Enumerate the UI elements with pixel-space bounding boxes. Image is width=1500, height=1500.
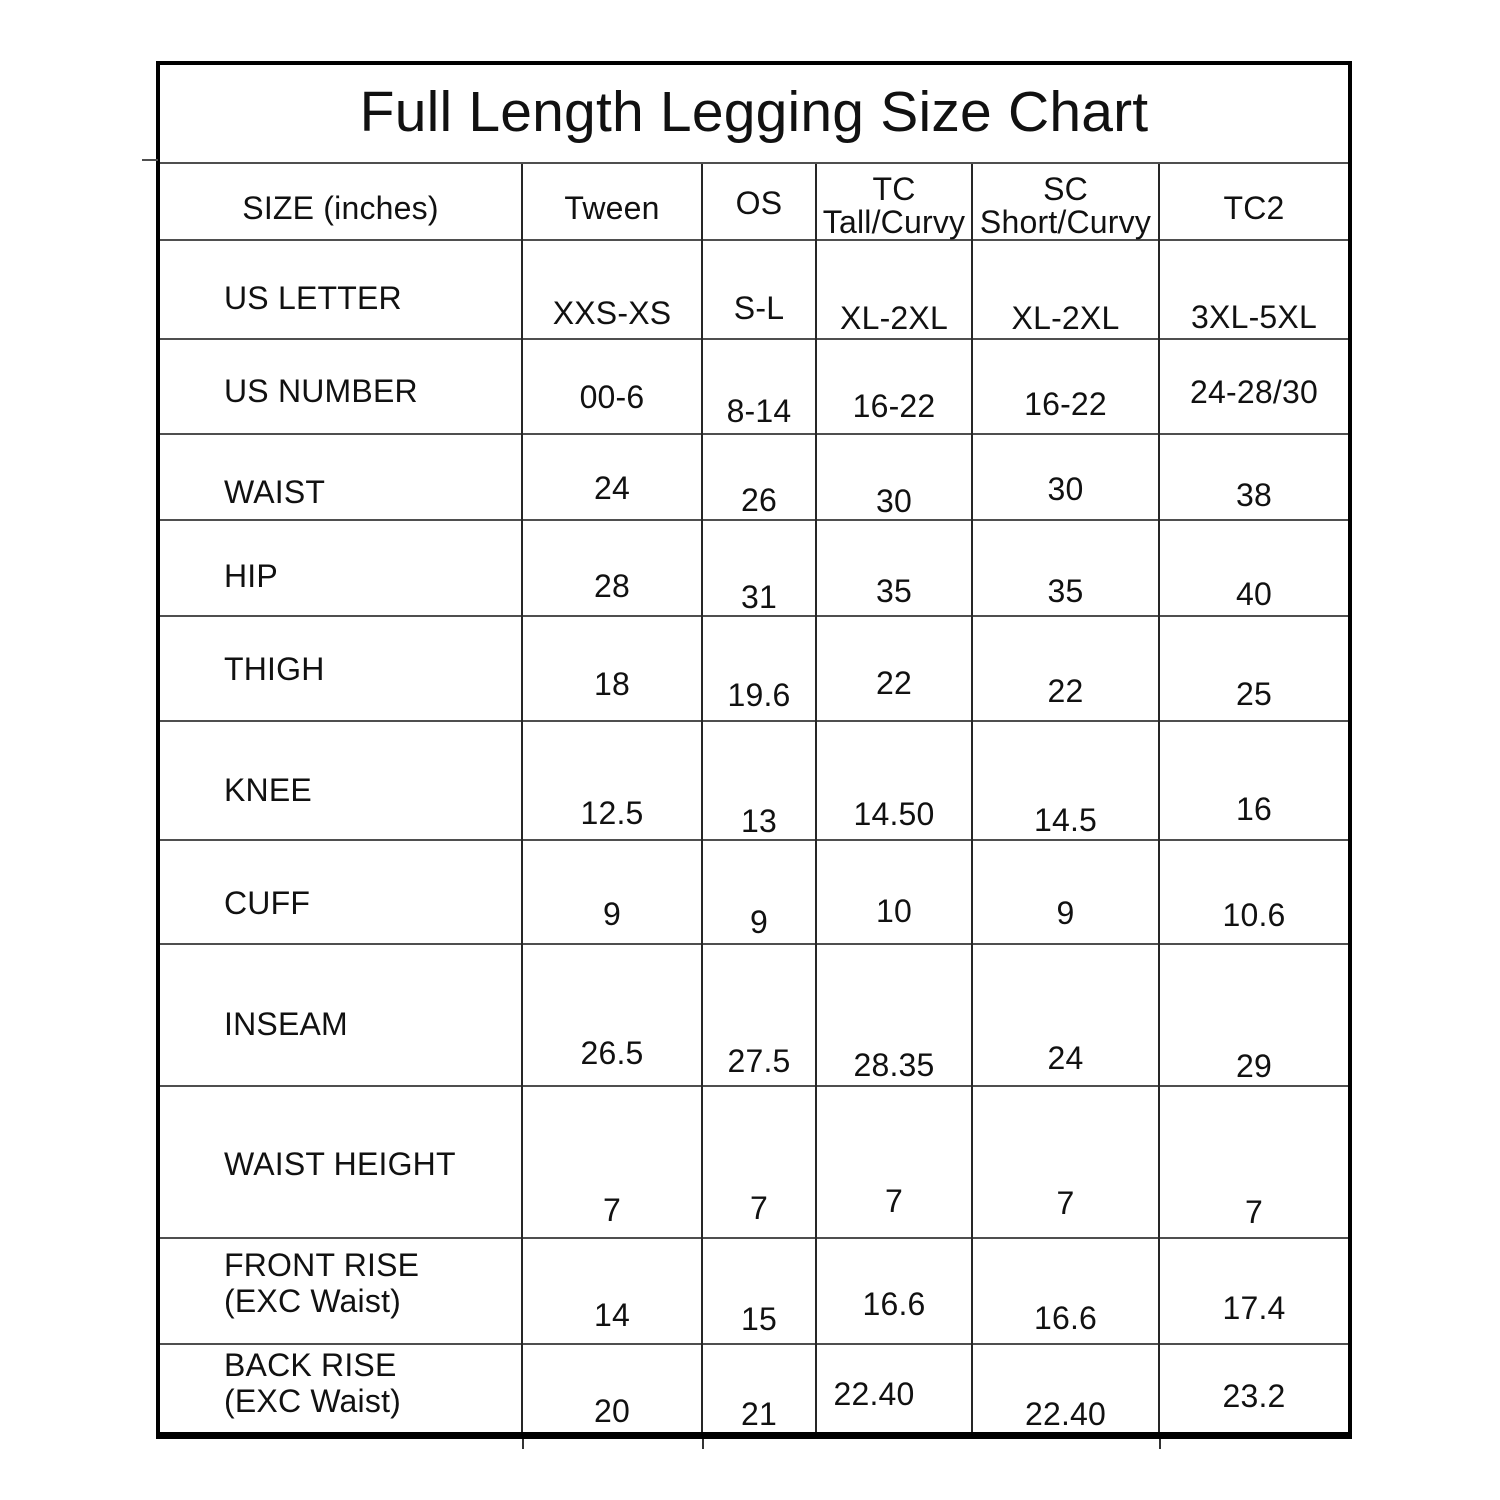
row-label: CUFF (158, 840, 522, 944)
cell-value: 24 (972, 944, 1159, 1086)
cell-value: 26.5 (522, 944, 702, 1086)
row-label-line2: (EXC Waist) (224, 1283, 402, 1319)
cell-value: 28.35 (816, 944, 972, 1086)
row-label (158, 1238, 522, 1344)
row-waist (158, 434, 1350, 520)
cell-value: 9 (702, 840, 816, 944)
cell-value: 15 (702, 1238, 816, 1344)
cell-value: 26 (702, 434, 816, 520)
cell-value: 30 (816, 434, 972, 520)
cell-value: 27.5 (702, 944, 816, 1086)
cell-value: 14.50 (816, 721, 972, 840)
cell-value: XL-2XL (816, 240, 972, 339)
column-line-stub (1159, 1439, 1161, 1449)
header-col-tc (816, 163, 972, 240)
header-col-tc-line1: TC (872, 171, 916, 207)
cell-value: 16-22 (816, 339, 972, 434)
cell-value: 28 (522, 520, 702, 616)
cell-value: 35 (816, 520, 972, 616)
cell-value: 7 (972, 1086, 1159, 1238)
row-knee (158, 721, 1350, 840)
row-label (158, 1344, 522, 1436)
cell-value: 40 (1159, 520, 1350, 616)
row-label-line1: FRONT RISE (224, 1247, 420, 1283)
cell-value: 16.6 (972, 1238, 1159, 1344)
cell-value: 25 (1159, 616, 1350, 721)
cell-value: 16.6 (816, 1238, 972, 1344)
header-size-label: SIZE (inches) (158, 163, 522, 240)
header-col-tc-line2: Tall/Curvy (822, 204, 966, 240)
cell-value: 19.6 (702, 616, 816, 721)
cell-value: XXS-XS (522, 240, 702, 339)
cell-value: 24-28/30 (1159, 339, 1350, 434)
header-col-sc-line2: Short/Curvy (979, 204, 1152, 240)
chart-title: Full Length Legging Size Chart (359, 80, 1149, 144)
cell-value (816, 1344, 972, 1436)
row-label: WAIST (158, 434, 522, 520)
cell-value: 13 (702, 721, 816, 840)
header-col-tween: Tween (522, 163, 702, 240)
cell-value: 9 (522, 840, 702, 944)
cell-value: 30 (972, 434, 1159, 520)
row-inseam (158, 944, 1350, 1086)
row-back-rise (158, 1344, 1350, 1436)
cell-value: 7 (816, 1086, 972, 1238)
row-label: US LETTER (158, 240, 522, 339)
row-label: KNEE (158, 721, 522, 840)
row-label: THIGH (158, 616, 522, 721)
header-col-tc2: TC2 (1159, 163, 1350, 240)
row-cuff (158, 840, 1350, 944)
cell-value: 35 (972, 520, 1159, 616)
cell-value: 22 (816, 616, 972, 721)
cell-value: 16-22 (972, 339, 1159, 434)
cell-value: 18 (522, 616, 702, 721)
cell-value: 17.4 (1159, 1238, 1350, 1344)
cell-value: 7 (702, 1086, 816, 1238)
row-label: HIP (158, 520, 522, 616)
cell-value: 3XL-5XL (1159, 240, 1350, 339)
row-waist-height (158, 1086, 1350, 1238)
cell-value: 7 (522, 1086, 702, 1238)
cell-value: 22 (972, 616, 1159, 721)
cell-value: 14.5 (972, 721, 1159, 840)
cell-value: 14 (522, 1238, 702, 1344)
cell-value: 22.40 (972, 1344, 1159, 1436)
cell-value: 20 (522, 1344, 702, 1436)
title-separator-tick (142, 159, 158, 161)
cell-value: 16 (1159, 721, 1350, 840)
header-col-sc-line1: SC (1043, 171, 1088, 207)
row-label: WAIST HEIGHT (158, 1086, 522, 1238)
cell-value-text: 22.40 (833, 1376, 915, 1412)
header-col-os: OS (702, 163, 816, 240)
cell-value: 23.2 (1159, 1344, 1350, 1436)
header-row (158, 163, 1350, 240)
cell-value: 38 (1159, 434, 1350, 520)
row-label-line2: (EXC Waist) (224, 1383, 402, 1419)
row-us-letter (158, 240, 1350, 339)
column-line-stub (522, 1439, 524, 1449)
cell-value: 24 (522, 434, 702, 520)
row-us-number (158, 339, 1350, 434)
cell-value: 9 (972, 840, 1159, 944)
row-hip (158, 520, 1350, 616)
cell-value: 7 (1159, 1086, 1350, 1238)
size-chart-table (156, 61, 1352, 1439)
cell-value: 29 (1159, 944, 1350, 1086)
cell-value: 8-14 (702, 339, 816, 434)
size-chart-table-wrap (156, 61, 1352, 1439)
cell-value: S-L (702, 240, 816, 339)
row-label: US NUMBER (158, 339, 522, 434)
row-label-line1: BACK RISE (224, 1347, 397, 1383)
header-col-sc (972, 163, 1159, 240)
cell-value: 10 (816, 840, 972, 944)
cell-value: 00-6 (522, 339, 702, 434)
cell-value: 10.6 (1159, 840, 1350, 944)
column-line-stub (702, 1439, 704, 1449)
cell-value: 31 (702, 520, 816, 616)
cell-value: 21 (702, 1344, 816, 1436)
title-row (158, 63, 1350, 163)
row-label: INSEAM (158, 944, 522, 1086)
cell-value: XL-2XL (972, 240, 1159, 339)
cell-value: 12.5 (522, 721, 702, 840)
row-front-rise (158, 1238, 1350, 1344)
row-thigh (158, 616, 1350, 721)
